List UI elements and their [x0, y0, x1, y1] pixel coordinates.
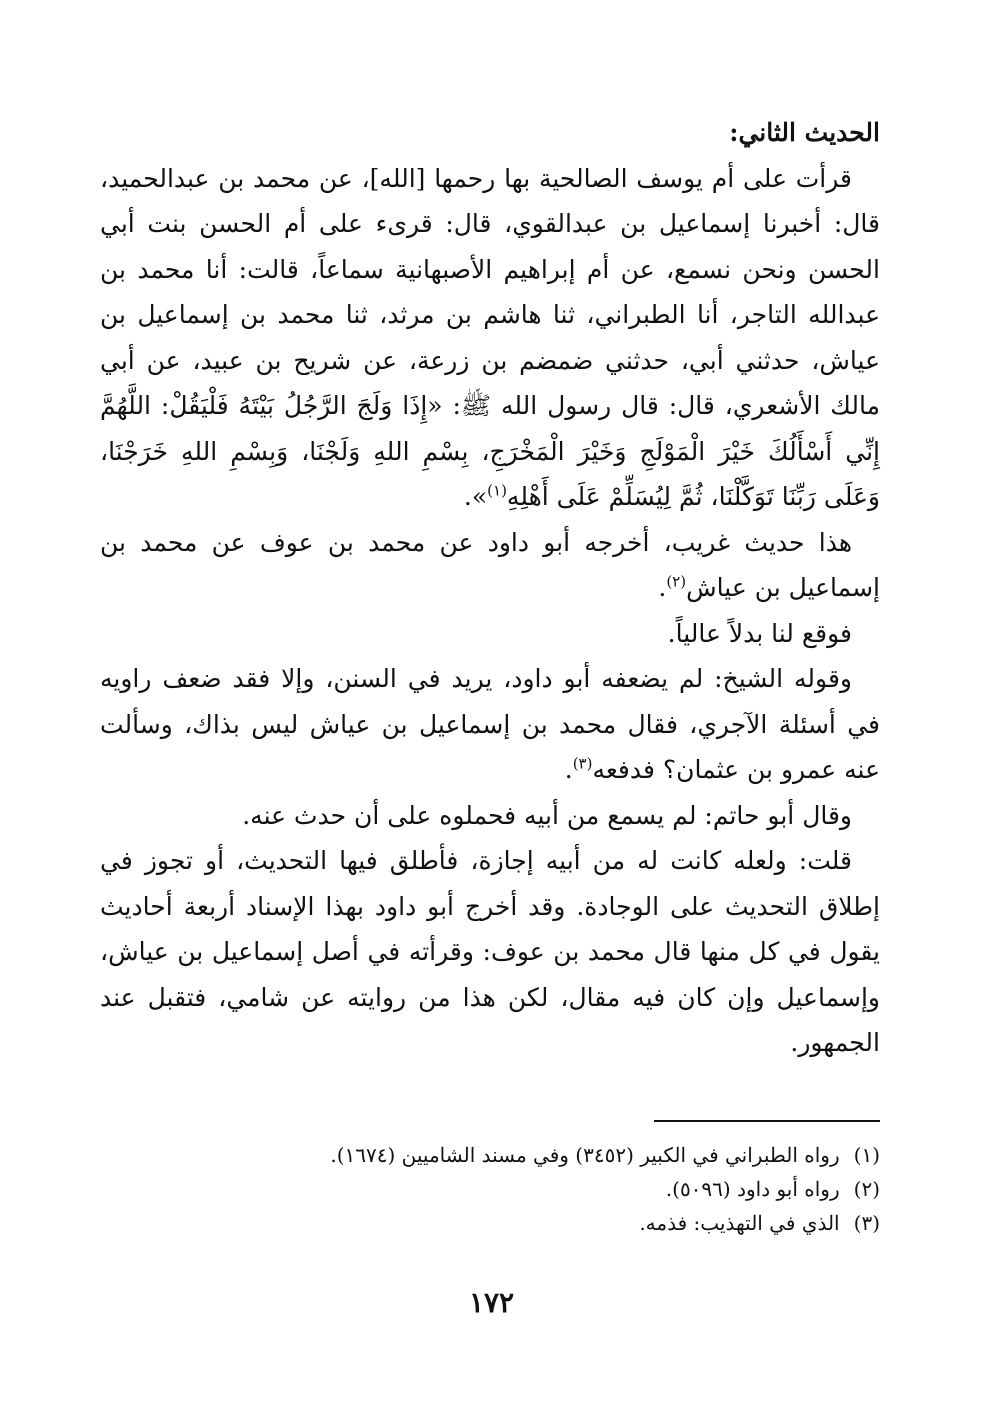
footnote-ref[interactable]: (٢) [666, 572, 687, 591]
paragraph-text: وقال أبو حاتم: لم يسمع من أبيه فحملوه على أن حدث عنه. [242, 800, 852, 830]
section-heading: الحديث الثاني: [729, 118, 880, 147]
page-number: ١٧٢ [468, 1286, 515, 1319]
footnote-item [300, 1206, 880, 1240]
footnote-text: رواه الطبراني في الكبير (٣٤٥٢) وفي مسند الشاميين (١٦٧٤). [330, 1143, 840, 1167]
footnote-text: الذي في التهذيب: فذمه. [639, 1211, 840, 1235]
footnote-ref[interactable]: (٣) [572, 754, 593, 773]
footnote-number: (٣) [853, 1211, 880, 1235]
footnotes [300, 1138, 880, 1240]
footnote-divider [654, 1120, 880, 1122]
footnote-text: رواه أبو داود (٥٠٩٦). [665, 1177, 840, 1201]
footnote-item [300, 1138, 880, 1172]
paragraph-abu-hatim [100, 793, 880, 839]
footnote-number: (١) [853, 1143, 880, 1167]
paragraph-text: وقوله الشيخ: لم يضعفه أبو داود، يريد في السنن، وإلا فقد ضعف راويه في أسئلة الآجري، فقال محمد بن إسماعيل بن عياش ليس بذاك، وسألت عنه عمرو بن عثمان؟ فدفعه [100, 664, 880, 784]
footnote-item [300, 1172, 880, 1206]
paragraph-isnad [100, 156, 880, 520]
footnote-number: (٢) [853, 1177, 880, 1201]
paragraph-text: قلت: ولعله كانت له من أبيه إجازة، فأطلق فيها التحديث، أو تجوز في إطلاق التحديث على الوجادة. وقد أخرج أبو داود بهذا الإسناد أربعة أحاديث يقول في كل منها قال محمد بن عوف: وقرأته في أصل إسماعيل بن عياش، وإسماعيل وإن كان فيه مقال، لكن هذا من روايته عن شامي، فتقبل عند الجمهور. [100, 846, 880, 1057]
paragraph-conclusion [100, 838, 880, 1066]
paragraph-tail: . [658, 573, 667, 602]
paragraph-text: هذا حديث غريب، أخرجه أبو داود عن محمد بن عوف عن محمد بن إسماعيل بن عياش [100, 527, 880, 602]
paragraph-note [100, 611, 880, 657]
main-text [100, 110, 880, 1066]
paragraph-text: قرأت على أم يوسف الصالحية بها رحمها [الله]، عن محمد بن عبدالحميد، قال: أخبرنا إسماعيل بن عبدالقوي، قال: قرىء على أم الحسن بنت أبي الحسن ونحن نسمع، عن أم إبراهيم الأصبهانية سماعاً، قالت: أنا محمد بن عبدالله التاجر، أنا الطبراني، ثنا هاشم بن مرثد، ثنا محمد بن إسماعيل بن عياش، حدثني أبي، حدثني ضمضم بن زرعة، عن شريح بن عبيد، عن أبي مالك الأشعري، قال: قال رسول الله ﷺ: «إِذَا وَلَجَ الرَّجُلُ بَيْتَهُ فَلْيَقُلْ: اللَّهُمَّ إِنِّي أَسْأَلُكَ خَيْرَ الْمَوْلَجِ وَخَيْرَ الْمَخْرَجِ، بِسْمِ اللهِ وَلَجْنَا، وَبِسْمِ اللهِ خَرَجْنَا، وَعَلَى رَبِّنَا تَوَكَّلْنَا، ثُمَّ لِيُسَلِّمْ عَلَى أَهْلِهِ [100, 163, 880, 511]
footnote-ref[interactable]: (١) [487, 481, 507, 500]
paragraph-text: فوقع لنا بدلاً عالياً. [667, 618, 852, 648]
paragraph-sheikh-comment [100, 656, 880, 793]
paragraph-tail: ». [463, 482, 488, 511]
paragraph-tail: . [564, 755, 573, 784]
paragraph-takhrij [100, 520, 880, 611]
